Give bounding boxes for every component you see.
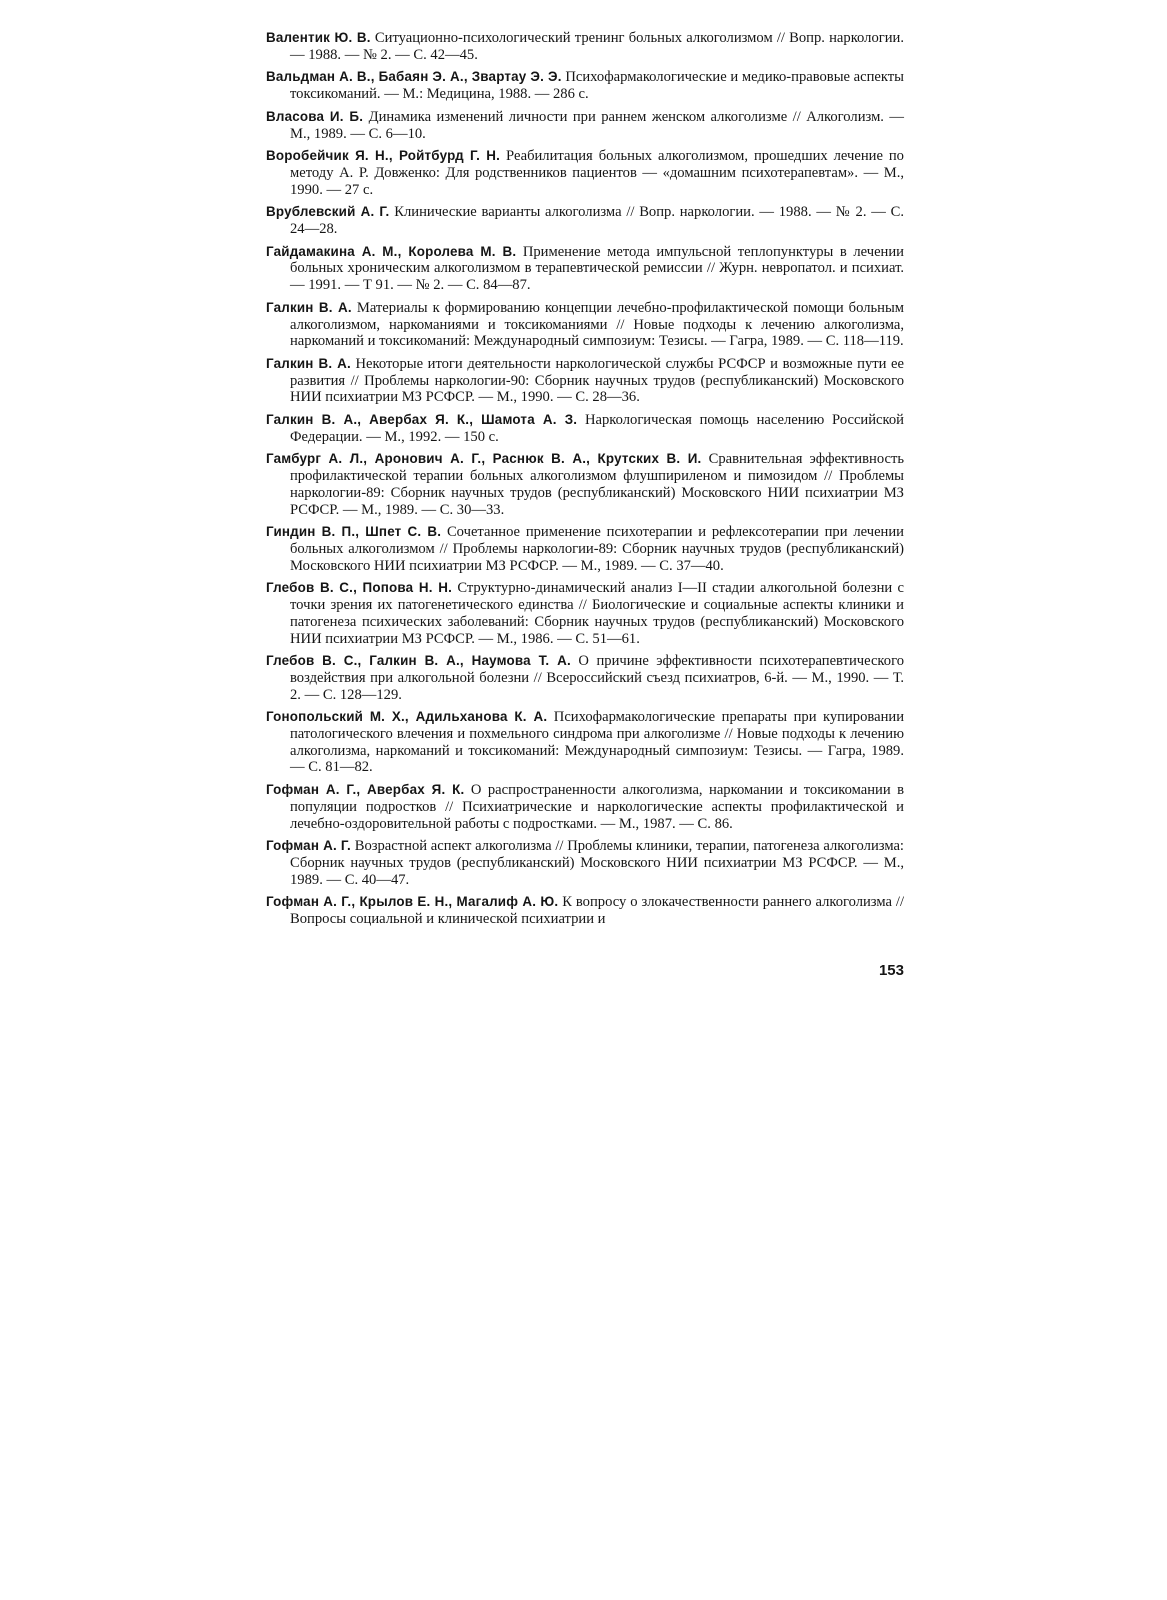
reference-authors: Гофман А. Г., Авербах Я. К. [266,782,465,798]
reference-authors: Глебов В. С., Попова Н. Н. [266,580,453,596]
reference-authors: Власова И. Б. [266,108,364,124]
reference-authors: Воробейчик Я. Н., Ройтбурд Г. Н. [266,148,501,164]
reference-text: Психофармакологические препараты при купировании патологического влечения и похмельного синдрома при алкоголизме // Новые подходы к лечению алкоголизма, наркоманий и токсикоманий: Международный симпозиум: Тезисы. — Гагра, 1989. — С. 81—82. [290,709,905,776]
reference-entry [266,109,904,142]
reference-entry [266,412,904,445]
reference-entry [266,709,904,776]
reference-text: Структурно-динамический анализ I—II стадии алкогольной болезни с точки зрения их патогенетического единства // Биологические и социальные аспекты клиники и патогенеза психических заболеваний: Сборник научных трудов (республиканский) Московского НИИ психиатрии МЗ РСФСР. — М., 1986. — С. 51—61. [290,580,904,647]
reference-text: О распространенности алкоголизма, наркомании и токсикомании в популяции подростков // Психиатрические и наркологические аспекты профилактической и лечебно-оздоровительной работы с подростками. — М., 1987. — С. 86. [290,782,904,832]
reference-authors: Врублевский А. Г. [266,204,390,220]
reference-entry [266,524,904,574]
reference-authors: Гонопольский М. Х., Адильханова К. А. [266,709,548,725]
reference-text: Динамика изменений личности при раннем женском алкоголизме // Алкоголизм. — М., 1989. — С. 6—10. [290,108,905,142]
reference-entry [266,30,904,63]
reference-entry [266,653,904,703]
reference-entry [266,300,904,350]
reference-text: Сочетанное применение психотерапии и рефлексотерапии при лечении больных алкоголизмом // Проблемы наркологии-89: Сборник научных трудов (республиканский) Московского НИИ психиатрии МЗ РСФСР. — М., 1989. — С. 37—40. [290,524,904,574]
reference-authors: Глебов В. С., Галкин В. А., Наумова Т. А. [266,653,571,669]
reference-authors: Гофман А. Г., Крылов Е. Н., Магалиф А. Ю. [266,894,559,910]
reference-entry [266,838,904,888]
reference-text: К вопросу о злокачественности раннего алкоголизма // Вопросы социальной и клинической психиатрии и [290,894,905,928]
reference-authors: Гиндин В. П., Шпет С. В. [266,524,442,540]
reference-authors: Гайдамакина А. М., Королева М. В. [266,243,517,259]
page-number: 153 [878,962,904,979]
reference-authors: Гамбург А. Л., Аронович А. Г., Раснюк В. А., Крутских В. И. [266,451,702,467]
reference-authors: Галкин В. А. [266,355,351,371]
reference-entry [266,580,904,647]
reference-text: Клинические варианты алкоголизма // Вопр. наркологии. — 1988. — № 2. — С. 24—28. [290,204,904,238]
reference-entry [266,69,904,102]
document-page [266,30,905,979]
reference-authors: Галкин В. А., Авербах Я. К., Шамота А. З. [266,412,578,428]
reference-authors: Валентик Ю. В. [266,30,371,45]
reference-authors: Галкин В. А. [266,299,352,315]
reference-text: О причине эффективности психотерапевтического воздействия при алкогольной болезни // Всероссийский съезд психиатров, 6-й. — М., 1990. — Т. 2. — С. 128—129. [290,653,904,703]
reference-text: Психофармакологические и медико-правовые аспекты токсикоманий. — М.: Медицина, 1988. — 286 с. [290,69,904,103]
reference-entry [266,244,904,294]
reference-entry [266,356,904,406]
reference-text: Применение метода импульсной теплопунктуры в лечении больных хроническим алкоголизмом в терапевтической ремиссии // Журн. невропатол. и психиат. — 1991. — Т 91. — № 2. — С. 84—87. [290,243,904,294]
reference-list [266,30,904,928]
reference-entry [266,782,904,832]
reference-text: Ситуационно-психологический тренинг больных алкоголизмом // Вопр. наркологии. — 1988. — № 2. — С. 42—45. [290,30,904,63]
reference-entry [266,148,904,198]
reference-entry [266,894,904,927]
reference-text: Некоторые итоги деятельности наркологической службы РСФСР и возможные пути ее развития // Проблемы наркологии-90: Сборник научных трудов (республиканский) Московского НИИ психиатрии МЗ РСФСР. — М., 1990. — С. 28—36. [290,355,905,406]
reference-text: Реабилитация больных алкоголизмом, прошедших лечение по методу А. Р. Довженко: Для родственников пациентов — «домашним психотерапевтам». — М., 1990. — 27 с. [290,148,904,198]
reference-authors: Вальдман А. В., Бабаян Э. А., Звартау Э. Э. [266,69,562,85]
reference-text: Материалы к формированию концепции лечебно-профилактической помощи больным алкоголизмом, наркоманиями и токсикоманиями // Новые подходы к лечению алкоголизма, наркоманий и токсикоманий: Международный симпозиум: Тезисы. — Гагра, 1989. — С. 118—119. [290,299,904,350]
reference-authors: Гофман А. Г. [266,838,351,854]
reference-text: Наркологическая помощь населению Российской Федерации. — М., 1992. — 150 с. [290,412,904,445]
reference-entry [266,451,904,518]
reference-text: Сравнительная эффективность профилактической терапии больных алкоголизмом флушпириленом и пимозидом // Проблемы наркологии-89: Сборник научных трудов (республиканский) Московского НИИ психиатрии МЗ РСФСР. — М., 1989. — С. 30—33. [290,451,904,518]
reference-entry [266,204,904,237]
reference-text: Возрастной аспект алкоголизма // Проблемы клиники, терапии, патогенеза алкоголизма: Сборник научных трудов (республиканский) Московского НИИ психиатрии МЗ РСФСР. — М., 1989. — С. 40—47. [290,838,904,888]
